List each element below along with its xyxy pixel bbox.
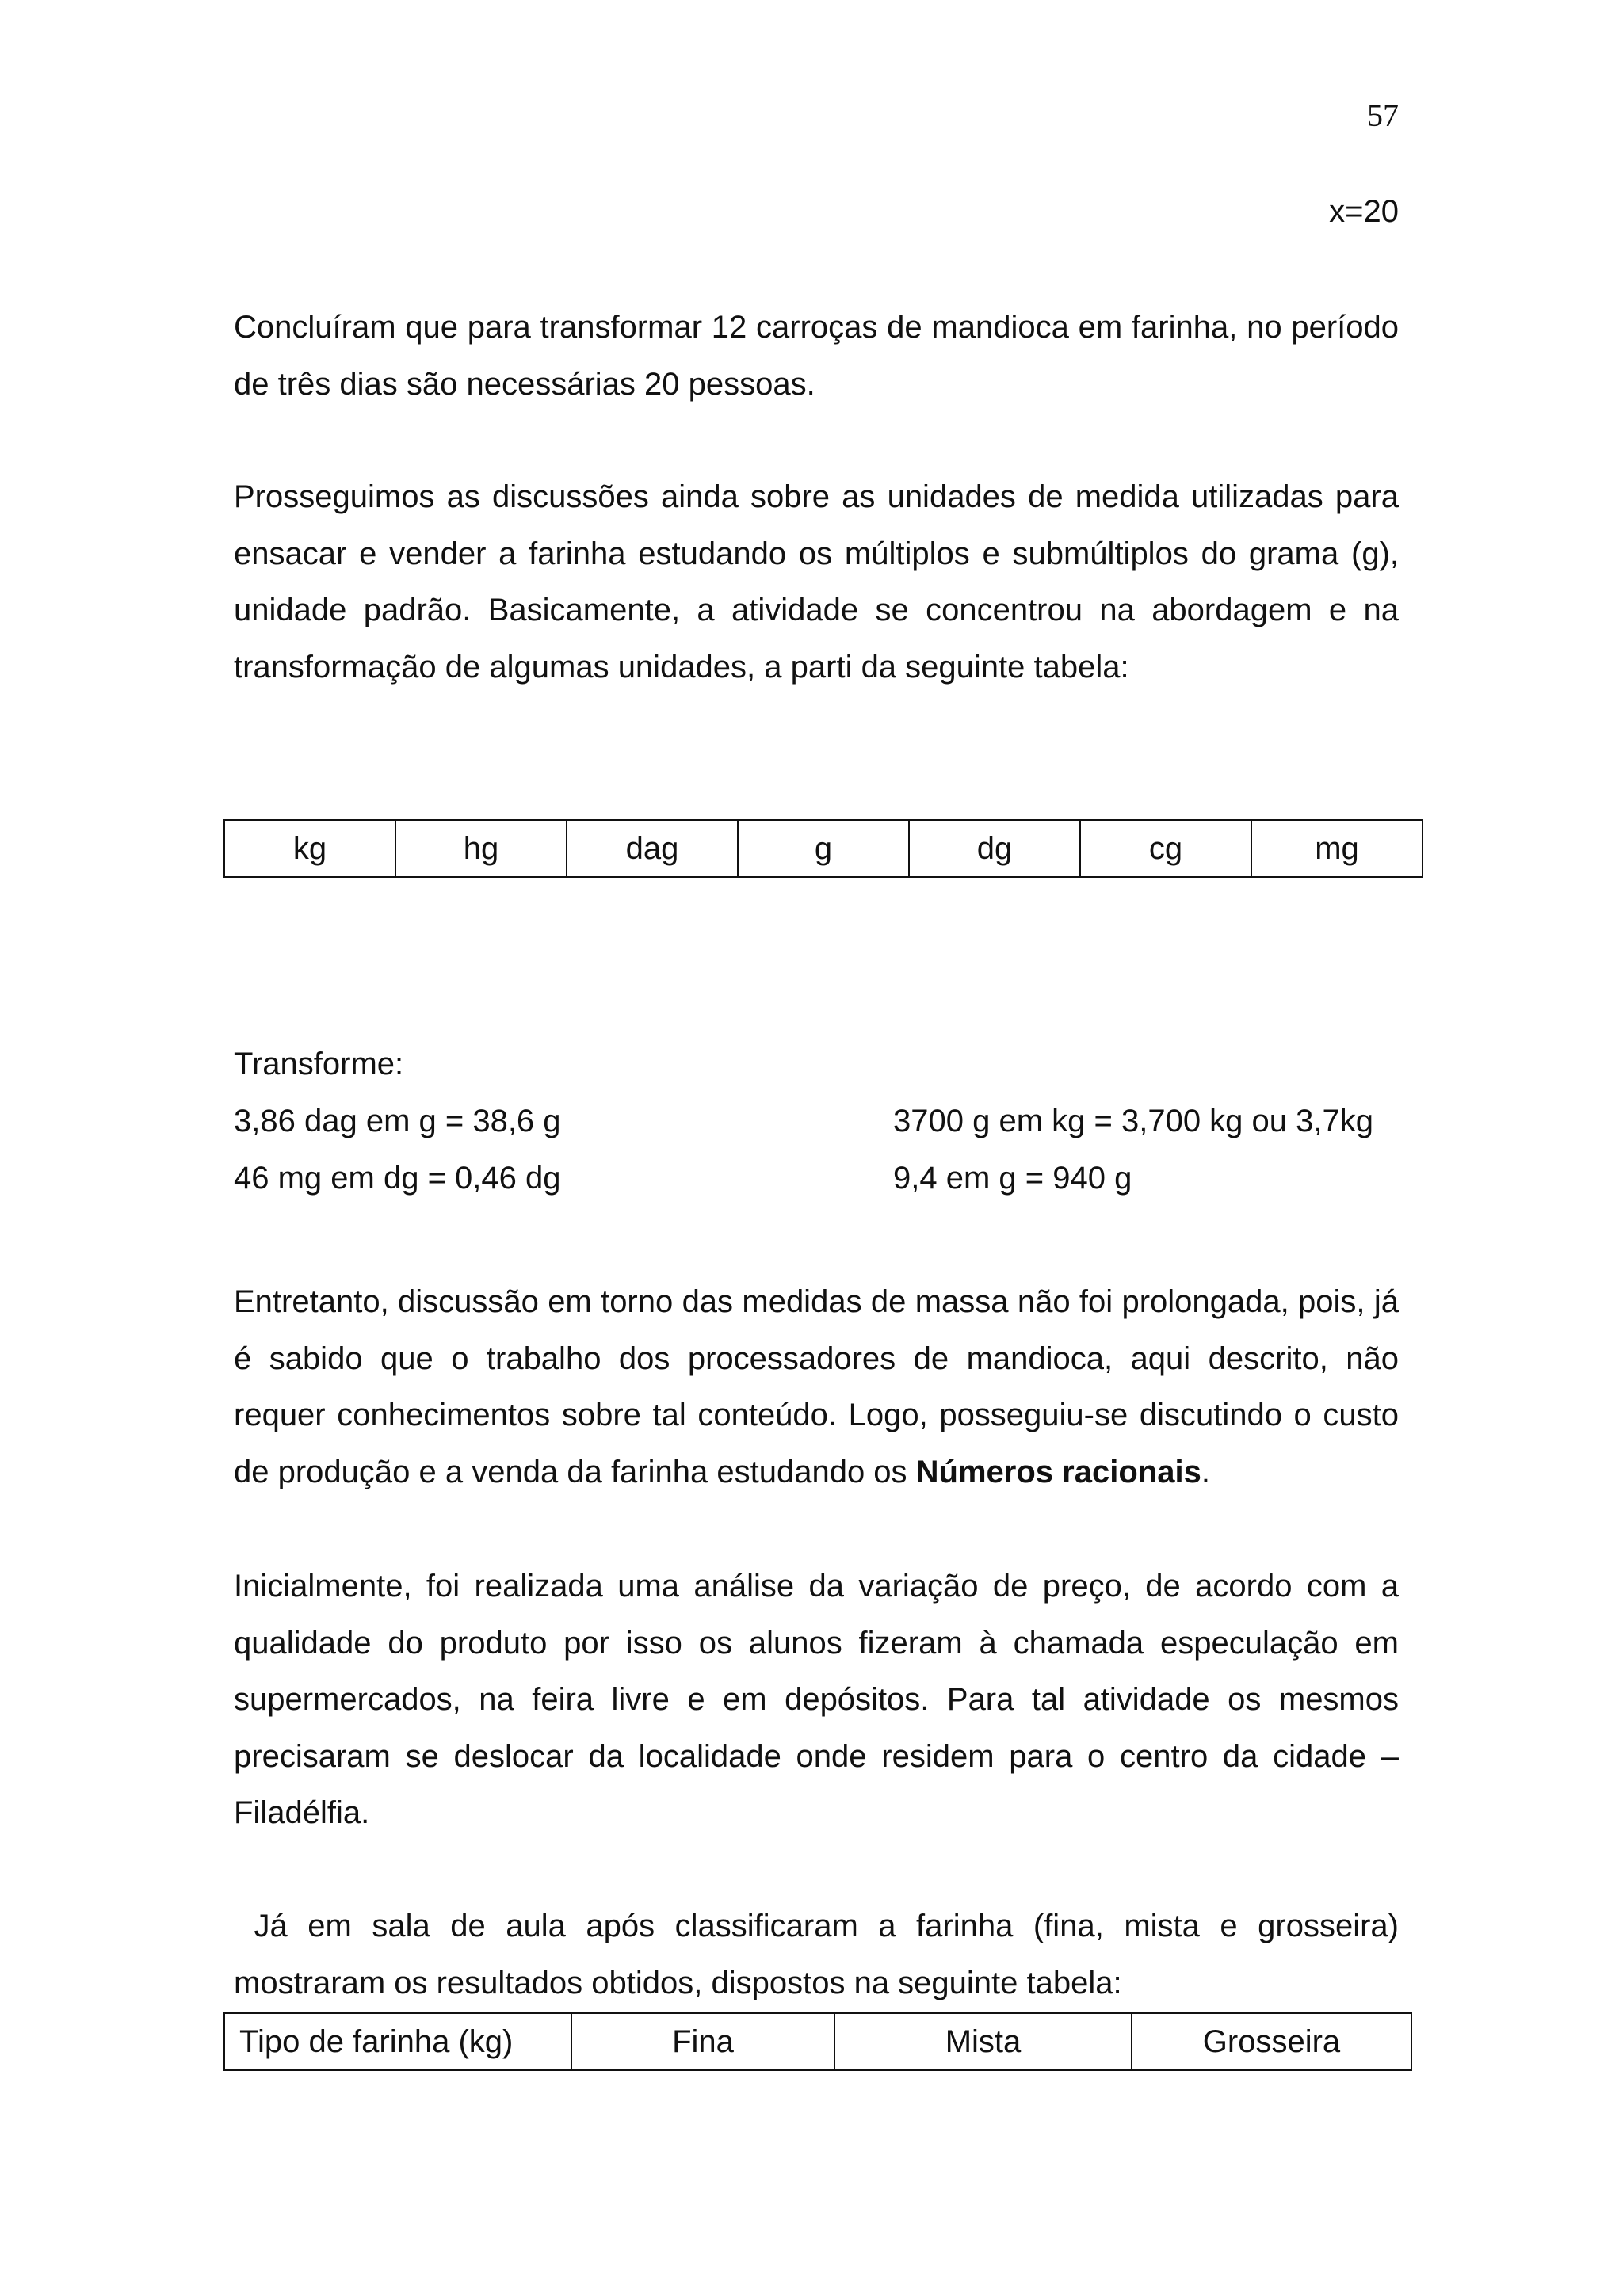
transform-heading: Transforme: [234, 1047, 404, 1081]
flour-header-fina: Fina [571, 2013, 834, 2070]
unit-cell-mg: mg [1251, 820, 1423, 877]
unit-cell-dag: dag [567, 820, 738, 877]
paragraph-text: . [1201, 1454, 1210, 1489]
unit-cell-dg: dg [909, 820, 1080, 877]
conversion-item: 3,86 dag em g = 38,6 g [234, 1104, 561, 1138]
conversion-item: 46 mg em dg = 0,46 dg [234, 1161, 561, 1196]
conversion-item: 9,4 em g = 940 g [893, 1161, 1132, 1196]
bold-term: Números racionais [915, 1454, 1201, 1489]
table-row [224, 2013, 1411, 2070]
unit-cell-kg: kg [224, 820, 395, 877]
paragraph-price-analysis: Inicialmente, foi realizada uma análise da variação de preço, de acordo com a qualidade do produto por isso os alunos fizeram à chamada especulação em supermercados, na feira livre e em depósitos. Para tal atividade os mesmos precisaram se deslocar da localidade onde residem para o centro da cidade – Filadélfia. [234, 1569, 1399, 1830]
paragraph-classroom-results: Já em sala de aula após classificaram a farinha (fina, mista e grosseira) mostraram os resultados obtidos, dispostos na seguinte tabela: [234, 1909, 1408, 2000]
paragraph-conclusion: Concluíram que para transformar 12 carroças de mandioca em farinha, no período de três dias são necessárias 20 pessoas. [234, 310, 1399, 402]
unit-cell-g: g [738, 820, 909, 877]
flour-header-type: Tipo de farinha (kg) [224, 2013, 571, 2070]
flour-header-grosseira: Grosseira [1132, 2013, 1411, 2070]
paragraph-rational-numbers [234, 1274, 1399, 1501]
unit-cell-cg: cg [1080, 820, 1251, 877]
conversion-item: 3700 g em kg = 3,700 kg ou 3,7kg [893, 1104, 1373, 1138]
flour-header-mista: Mista [834, 2013, 1132, 2070]
flour-type-table [223, 2012, 1412, 2071]
page-number: 57 [1367, 97, 1399, 133]
unit-cell-hg: hg [395, 820, 567, 877]
table-row [224, 820, 1423, 877]
equation-result: x=20 [1329, 194, 1399, 229]
paragraph-units-discussion: Prosseguimos as discussões ainda sobre as unidades de medida utilizadas para ensacar e vender a farinha estudando os múltiplos e submúltiplos do grama (g), unidade padrão. Basicamente, a atividade se concentrou na abordagem e na transformação de algumas unidades, a parti da seguinte tabela: [234, 479, 1399, 685]
mass-units-table [223, 819, 1423, 878]
paragraph-text: Entretanto, discussão em torno das medidas de massa não foi prolongada, pois, já é sabido que o trabalho dos processadores de mandioca, aqui descrito, não requer conhecimentos sobre tal conteúdo. Logo, posseguiu-se discutindo o custo de produção e a venda da farinha estudando os [234, 1284, 1399, 1489]
